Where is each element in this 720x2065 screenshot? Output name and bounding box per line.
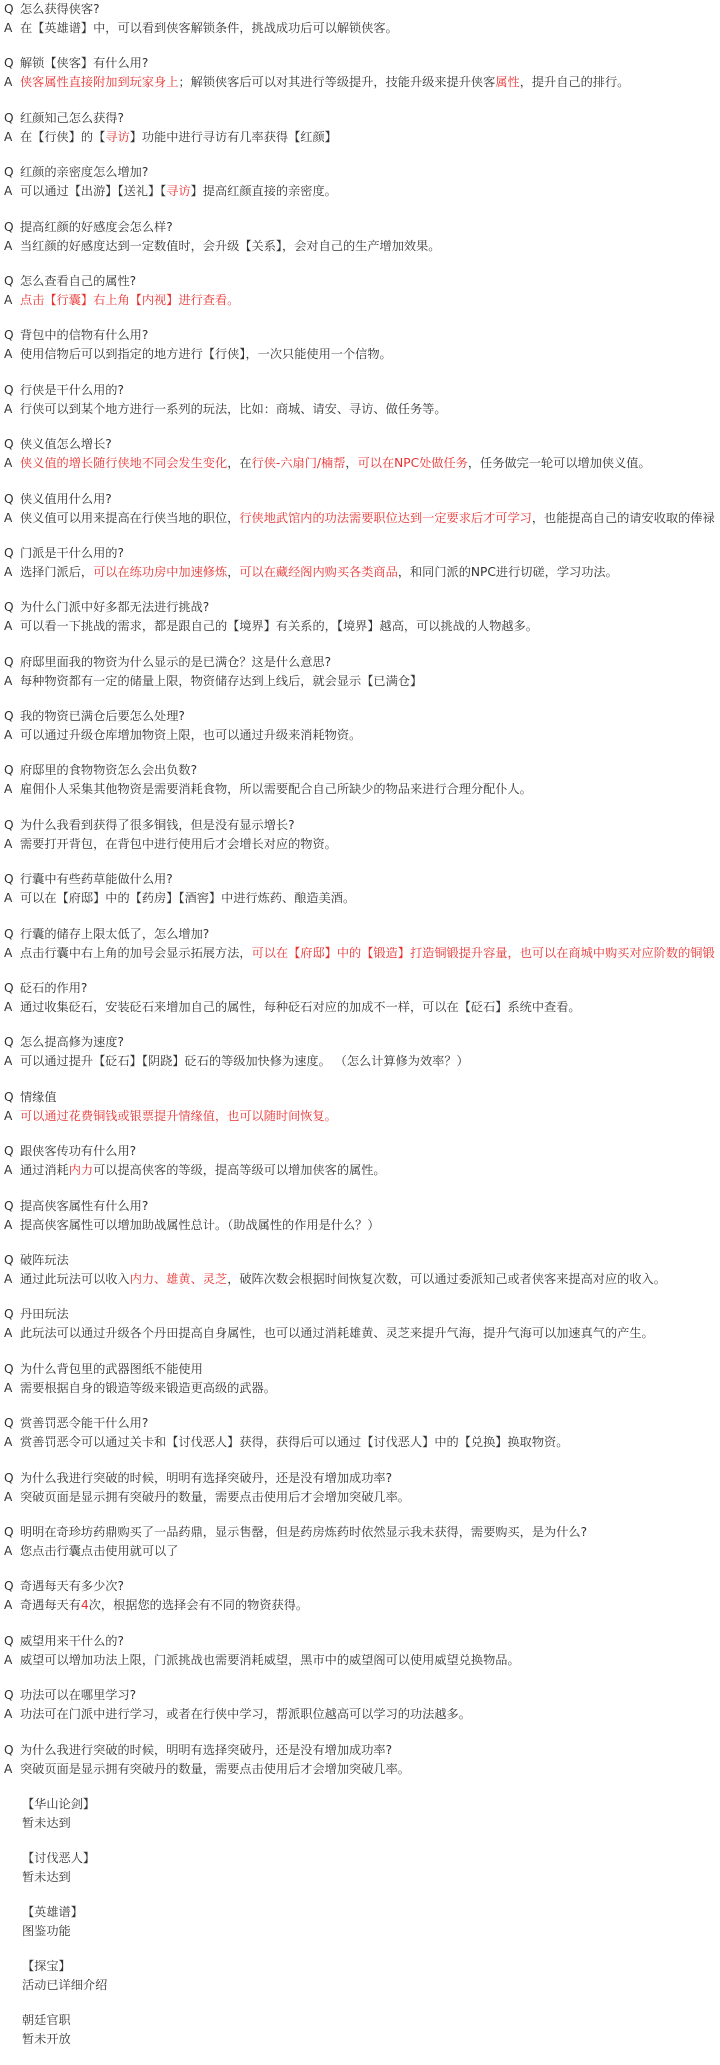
answer-marker: A <box>4 619 13 634</box>
question-marker: Q <box>4 981 14 996</box>
faq-item <box>0 109 720 163</box>
faq-item <box>0 218 720 272</box>
answer-text: ；解锁侠客后可以对其进行等级提升，技能升级来提升侠客 <box>178 75 496 90</box>
answer-marker: A <box>4 782 13 797</box>
question-marker: Q <box>4 1470 14 1485</box>
answer-text: ， <box>345 456 358 471</box>
question-text: 为什么背包里的武器图纸不能使用 <box>20 1361 203 1376</box>
answer-line <box>4 1216 720 1235</box>
question-text: 砭石的作用? <box>20 981 88 996</box>
feature-title: 【英雄谱】 <box>22 1904 83 1919</box>
question-marker: Q <box>4 110 14 125</box>
answer-line <box>4 1433 720 1452</box>
question-line <box>4 272 720 291</box>
answer-marker: A <box>4 728 13 743</box>
question-line <box>4 1251 720 1270</box>
feature-status: 暂未开放 <box>22 2031 71 2046</box>
answer-marker: A <box>4 1217 13 1232</box>
faq-item <box>0 1033 720 1087</box>
question-marker: Q <box>4 1252 14 1267</box>
answer-line <box>4 835 720 854</box>
answer-marker: A <box>4 836 13 851</box>
answer-marker: A <box>4 1761 13 1776</box>
question-line <box>4 326 720 345</box>
answer-text: 需要打开背包，在背包中进行使用后才会增长对应的物资。 <box>20 836 337 851</box>
answer-text: 每种物资都有一定的储量上限，物资储存达到上线后，就会显示【已满仓】 <box>20 673 423 688</box>
answer-marker: A <box>4 1598 13 1613</box>
answer-line <box>4 1596 720 1615</box>
question-marker: Q <box>4 2 14 16</box>
answer-text: 点击行囊中右上角的加号会显示拓展方法， <box>20 945 252 960</box>
answer-text: 通过收集砭石，安装砭石来增加自己的属性，每种砭石对应的加成不一样，可以在【砭石】系统中查看。 <box>20 1000 581 1015</box>
answer-text: 侠义值可以用来提高在行侠当地的职位， <box>20 510 240 525</box>
faq-item <box>0 816 720 870</box>
answer-marker: A <box>4 75 13 90</box>
question-marker: Q <box>4 1089 14 1104</box>
question-line <box>4 1523 720 1542</box>
question-line <box>4 761 720 780</box>
question-marker: Q <box>4 763 14 778</box>
question-text: 为什么我进行突破的时候，明明有选择突破丹，还是没有增加成功率? <box>20 1742 393 1757</box>
question-marker: Q <box>4 709 14 724</box>
question-line <box>4 598 720 617</box>
question-line <box>4 218 720 237</box>
question-line <box>4 1686 720 1705</box>
faq-item <box>0 761 720 815</box>
question-text: 行侠是干什么用的? <box>20 382 124 397</box>
answer-text: 需要根据自身的锻造等级来锻造更高级的武器。 <box>20 1380 276 1395</box>
answer-marker: A <box>4 238 13 253</box>
highlighted-text: 点击【行囊】右上角【内视】进行查看。 <box>20 292 240 307</box>
answer-line <box>4 726 720 745</box>
answer-text: 选择门派后， <box>20 564 94 579</box>
answer-text: 可以通过提升【砭石】【阴跷】砭石的等级加快修为速度。 （怎么计算修为效率？） <box>20 1054 469 1069</box>
question-line <box>4 1414 720 1433</box>
question-line <box>4 163 720 182</box>
faq-item <box>0 870 720 924</box>
answer-line <box>4 454 720 473</box>
question-text: 跟侠客传功有什么用? <box>20 1144 137 1159</box>
answer-line <box>4 237 720 256</box>
answer-marker: A <box>4 1108 13 1123</box>
answer-line <box>4 1488 720 1507</box>
highlighted-text: 可以在练功房中加速修炼 <box>93 564 228 579</box>
answer-marker: A <box>4 347 13 362</box>
question-text: 功法可以在哪里学习? <box>20 1688 137 1703</box>
question-text: 奇遇每天有多少次? <box>20 1579 124 1594</box>
faq-item <box>0 1686 720 1740</box>
question-line <box>4 1577 720 1596</box>
faq-item <box>0 1251 720 1305</box>
answer-line <box>4 889 720 908</box>
question-line <box>4 870 720 889</box>
question-line <box>4 109 720 128</box>
answer-line <box>4 1161 720 1180</box>
question-marker: Q <box>4 1198 14 1213</box>
question-line <box>4 490 720 509</box>
answer-text: 次，根据您的选择会有不同的物资获得。 <box>88 1598 309 1613</box>
question-marker: Q <box>4 1579 14 1594</box>
answer-line <box>4 998 720 1017</box>
answer-marker: A <box>4 1543 13 1558</box>
faq-item <box>0 1469 720 1523</box>
answer-text: 功法可在门派中进行学习，或者在行侠中学习，帮派职位越高可以学习的功法越多。 <box>20 1707 471 1722</box>
answer-marker: A <box>4 1163 13 1178</box>
answer-text: 】提高红颜直接的亲密度。 <box>190 184 337 199</box>
highlighted-text: 侠客属性直接附加到玩家身上 <box>20 75 179 90</box>
answer-line <box>4 291 720 310</box>
feature-title: 【探宝】 <box>22 1958 71 1973</box>
answer-line <box>4 1052 720 1071</box>
answer-text: 突破页面是显示拥有突破丹的数量，需要点击使用后才会增加突破几率。 <box>20 1489 410 1504</box>
question-text: 提高红颜的好感度会怎么样? <box>20 219 173 234</box>
answer-line <box>4 1324 720 1343</box>
answer-text: 可以在【府邸】中的【药房】【酒窖】中进行炼药、酿造美酒。 <box>20 891 356 906</box>
question-text: 赏善罚恶令能干什么用? <box>20 1416 149 1431</box>
faq-item <box>0 54 720 108</box>
answer-line <box>4 944 720 963</box>
answer-marker: A <box>4 456 13 471</box>
answer-line <box>4 1379 720 1398</box>
question-marker: Q <box>4 328 14 343</box>
question-text: 红颜的亲密度怎么增加? <box>20 165 149 180</box>
question-marker: Q <box>4 437 14 452</box>
answer-marker: A <box>4 1054 13 1069</box>
question-text: 侠义值用什么用? <box>20 491 112 506</box>
question-line <box>4 0 720 19</box>
faq-item <box>0 598 720 652</box>
answer-line <box>4 672 720 691</box>
faq-item <box>0 381 720 435</box>
question-line <box>4 1469 720 1488</box>
question-text: 提高侠客属性有什么用? <box>20 1198 149 1213</box>
question-line <box>4 1741 720 1760</box>
question-line <box>4 1305 720 1324</box>
answer-text: 突破页面是显示拥有突破丹的数量，需要点击使用后才会增加突破几率。 <box>20 1761 410 1776</box>
answer-line <box>4 563 720 582</box>
answer-marker: A <box>4 21 13 35</box>
answer-line <box>4 182 720 201</box>
answer-text: ， <box>227 564 240 579</box>
question-marker: Q <box>4 926 14 941</box>
answer-line <box>4 400 720 419</box>
question-text: 门派是干什么用的? <box>20 545 124 560</box>
question-line <box>4 54 720 73</box>
faq-item <box>0 1360 720 1414</box>
question-marker: Q <box>4 545 14 560</box>
question-line <box>4 816 720 835</box>
highlighted-text: 可以在【府邸】中的【锻造】打造铜锻提升容量，也可以在商城中购买对应阶数的铜锻 <box>251 945 715 960</box>
answer-text: ，在 <box>227 456 252 471</box>
answer-text: 奇遇每天有 <box>20 1598 81 1613</box>
feature-status-item <box>0 1903 720 1957</box>
question-marker: Q <box>4 1742 14 1757</box>
answer-line <box>4 19 720 38</box>
question-marker: Q <box>4 1633 14 1648</box>
answer-text: 可以看一下挑战的需求，都是跟自己的【境界】有关系的，【境界】越高，可以挑战的人物越多。 <box>20 619 538 634</box>
answer-text: 可以提高侠客的等级，提高等级可以增加侠客的属性。 <box>93 1163 386 1178</box>
answer-line <box>4 128 720 147</box>
answer-marker: A <box>4 129 13 144</box>
faq-item <box>0 1632 720 1686</box>
question-line <box>4 979 720 998</box>
highlighted-text: 属性 <box>495 75 520 90</box>
question-line <box>4 1632 720 1651</box>
question-marker: Q <box>4 273 14 288</box>
answer-marker: A <box>4 1435 13 1450</box>
question-line <box>4 544 720 563</box>
feature-status-item <box>0 2011 720 2065</box>
answer-line <box>4 1651 720 1670</box>
question-text: 为什么我看到获得了很多铜钱，但是没有显示增长? <box>20 817 295 832</box>
faq-item <box>0 979 720 1033</box>
answer-marker: A <box>4 1380 13 1395</box>
answer-text: 您点击行囊点击使用就可以了 <box>20 1543 179 1558</box>
question-marker: Q <box>4 1035 14 1050</box>
answer-text: 雇佣仆人采集其他物资是需要消耗食物，所以需要配合自己所缺少的物品来进行合理分配仆人。 <box>20 782 532 797</box>
faq-item <box>0 1577 720 1631</box>
question-marker: Q <box>4 872 14 887</box>
question-text: 情缘值 <box>20 1089 57 1104</box>
feature-status-list <box>0 1795 720 2065</box>
answer-line <box>4 1760 720 1779</box>
question-text: 行囊的储存上限太低了，怎么增加? <box>20 926 210 941</box>
highlighted-text: 行侠地武馆内的功法需要职位达到一定要求后才可学习 <box>239 510 532 525</box>
question-marker: Q <box>4 1144 14 1159</box>
question-text: 我的物资已满仓后要怎么处理? <box>20 709 185 724</box>
answer-marker: A <box>4 673 13 688</box>
answer-line <box>4 1107 720 1126</box>
question-marker: Q <box>4 165 14 180</box>
answer-marker: A <box>4 292 13 307</box>
question-marker: Q <box>4 219 14 234</box>
faq-item <box>0 435 720 489</box>
faq-item <box>0 272 720 326</box>
faq-item <box>0 1197 720 1251</box>
answer-text: 通过此玩法可以收入 <box>20 1271 130 1286</box>
answer-marker: A <box>4 1707 13 1722</box>
highlighted-text: 侠义值的增长随行侠地不同会发生变化 <box>20 456 228 471</box>
question-marker: Q <box>4 1524 14 1539</box>
question-line <box>4 1088 720 1107</box>
answer-line <box>4 780 720 799</box>
question-text: 府邸里的食物物资怎么会出负数? <box>20 763 198 778</box>
answer-marker: A <box>4 564 13 579</box>
answer-line <box>4 73 720 92</box>
faq-item <box>0 707 720 761</box>
question-line <box>4 925 720 944</box>
answer-text: 当红颜的好感度达到一定数值时，会升级【关系】，会对自己的生产增加效果。 <box>20 238 441 253</box>
answer-text: 威望可以增加功法上限，门派挑战也需要消耗威望，黑市中的威望阁可以使用威望兑换物品。 <box>20 1652 520 1667</box>
feature-status: 暂未达到 <box>22 1815 71 1830</box>
faq-item <box>0 163 720 217</box>
feature-title: 朝廷官职 <box>22 2012 71 2027</box>
highlighted-text: 行侠-六扇门/楠帮 <box>251 456 346 471</box>
answer-marker: A <box>4 401 13 416</box>
faq-item <box>0 490 720 544</box>
highlighted-text: 可以通过花费铜钱或银票提升情缘值，也可以随时间恢复。 <box>20 1108 337 1123</box>
answer-text: 此玩法可以通过升级各个丹田提高自身属性，也可以通过消耗雄黄、灵芝来提升气海，提升气海可以加速真气的产生。 <box>20 1326 654 1341</box>
answer-marker: A <box>4 1326 13 1341</box>
feature-title: 【讨伐恶人】 <box>22 1850 96 1865</box>
question-marker: Q <box>4 1688 14 1703</box>
answer-marker: A <box>4 1489 13 1504</box>
question-text: 背包中的信物有什么用? <box>20 328 149 343</box>
highlighted-text: 内力 <box>68 1163 94 1178</box>
answer-line <box>4 345 720 364</box>
answer-marker: A <box>4 891 13 906</box>
question-marker: Q <box>4 600 14 615</box>
faq-item <box>0 1741 720 1795</box>
feature-status: 活动已详细介绍 <box>22 1977 108 1992</box>
question-line <box>4 707 720 726</box>
answer-marker: A <box>4 945 13 960</box>
answer-text: 使用信物后可以到指定的地方进行【行侠】，一次只能使用一个信物。 <box>20 347 392 362</box>
question-text: 明明在奇珍坊药鼎购买了一品药鼎，显示售罄，但是药房炼药时依然显示我未获得，需要购买，是为什么? <box>20 1524 588 1539</box>
answer-text: ，提升自己的排行。 <box>519 75 630 90</box>
answer-marker: A <box>4 1271 13 1286</box>
question-line <box>4 1142 720 1161</box>
faq-item <box>0 1142 720 1196</box>
question-marker: Q <box>4 382 14 397</box>
question-marker: Q <box>4 654 14 669</box>
faq-item <box>0 653 720 707</box>
question-text: 怎么获得侠客? <box>20 2 100 16</box>
answer-text: 行侠可以到某个地方进行一系列的玩法，比如：商城、请安、寻访、做任务等。 <box>20 401 447 416</box>
highlighted-text: 内力、雄黄、灵芝 <box>129 1271 228 1286</box>
question-text: 为什么我进行突破的时候，明明有选择突破丹，还是没有增加成功率? <box>20 1470 393 1485</box>
highlighted-text: 寻访 <box>166 184 191 199</box>
question-line <box>4 1360 720 1379</box>
question-text: 丹田玩法 <box>20 1307 69 1322</box>
faq-item <box>0 925 720 979</box>
question-marker: Q <box>4 817 14 832</box>
feature-status-item <box>0 1957 720 2011</box>
question-line <box>4 1033 720 1052</box>
faq-item <box>0 1523 720 1577</box>
faq-item <box>0 1088 720 1142</box>
answer-text: 在【行侠】的【 <box>20 129 106 144</box>
answer-line <box>4 1705 720 1724</box>
answer-text: ，也能提高自己的请安收取的俸禄 <box>531 510 715 525</box>
question-text: 威望用来干什么的? <box>20 1633 124 1648</box>
question-text: 行囊中有些药草能做什么用? <box>20 872 173 887</box>
answer-text: 在【英雄谱】中，可以看到侠客解锁条件，挑战成功后可以解锁侠客。 <box>20 21 398 35</box>
answer-text: ，和同门派的NPC进行切磋，学习功法。 <box>397 564 618 579</box>
question-line <box>4 381 720 400</box>
answer-text: 提高侠客属性可以增加助战属性总计。（助战属性的作用是什么？） <box>20 1217 380 1232</box>
answer-marker: A <box>4 184 13 199</box>
highlighted-text: 可以在NPC处做任务 <box>357 456 468 471</box>
faq-item <box>0 544 720 598</box>
answer-line <box>4 1542 720 1561</box>
highlighted-text: 4 <box>80 1598 89 1613</box>
answer-text: 可以通过【出游】【送礼】【 <box>20 184 167 199</box>
answer-marker: A <box>4 510 13 525</box>
answer-text: 赏善罚恶令可以通过关卡和【讨伐恶人】获得，获得后可以通过【讨伐恶人】中的【兑换】换取物资。 <box>20 1435 569 1450</box>
highlighted-text: 可以在藏经阁内购买各类商品 <box>239 564 398 579</box>
question-marker: Q <box>4 1416 14 1431</box>
answer-text: ，任务做完一轮可以增加侠义值。 <box>467 456 651 471</box>
highlighted-text: 寻访 <box>105 129 130 144</box>
question-text: 怎么提高修为速度? <box>20 1035 124 1050</box>
question-marker: Q <box>4 491 14 506</box>
answer-text: ，破阵次数会根据时间恢复次数，可以通过委派知己或者侠客来提高对应的收入。 <box>227 1271 666 1286</box>
question-text: 府邸里面我的物资为什么显示的是已满仓？这是什么意思? <box>20 654 332 669</box>
feature-status: 图鉴功能 <box>22 1923 71 1938</box>
feature-status-item <box>0 1795 720 1849</box>
question-line <box>4 435 720 454</box>
answer-line <box>4 1270 720 1289</box>
question-marker: Q <box>4 56 14 71</box>
faq-item <box>0 0 720 54</box>
answer-marker: A <box>4 1652 13 1667</box>
answer-line <box>4 509 720 528</box>
question-text: 怎么查看自己的属性? <box>20 273 137 288</box>
feature-status: 暂未达到 <box>22 1869 71 1884</box>
question-marker: Q <box>4 1361 14 1376</box>
feature-title: 【华山论剑】 <box>22 1796 96 1811</box>
question-line <box>4 1197 720 1216</box>
answer-line <box>4 617 720 636</box>
faq-item <box>0 326 720 380</box>
question-text: 为什么门派中好多都无法进行挑战? <box>20 600 210 615</box>
question-marker: Q <box>4 1307 14 1322</box>
question-text: 解锁【侠客】有什么用? <box>20 56 149 71</box>
answer-text: 】功能中进行寻访有几率获得【红颜】 <box>129 129 337 144</box>
question-text: 破阵玩法 <box>20 1252 69 1267</box>
feature-status-item <box>0 1849 720 1903</box>
question-text: 侠义值怎么增长? <box>20 437 112 452</box>
faq-item <box>0 1305 720 1359</box>
question-line <box>4 653 720 672</box>
answer-text: 可以通过升级仓库增加物资上限，也可以通过升级来消耗物资。 <box>20 728 362 743</box>
answer-marker: A <box>4 1000 13 1015</box>
answer-text: 通过消耗 <box>20 1163 69 1178</box>
question-text: 红颜知己怎么获得? <box>20 110 124 125</box>
faq-item <box>0 1414 720 1468</box>
